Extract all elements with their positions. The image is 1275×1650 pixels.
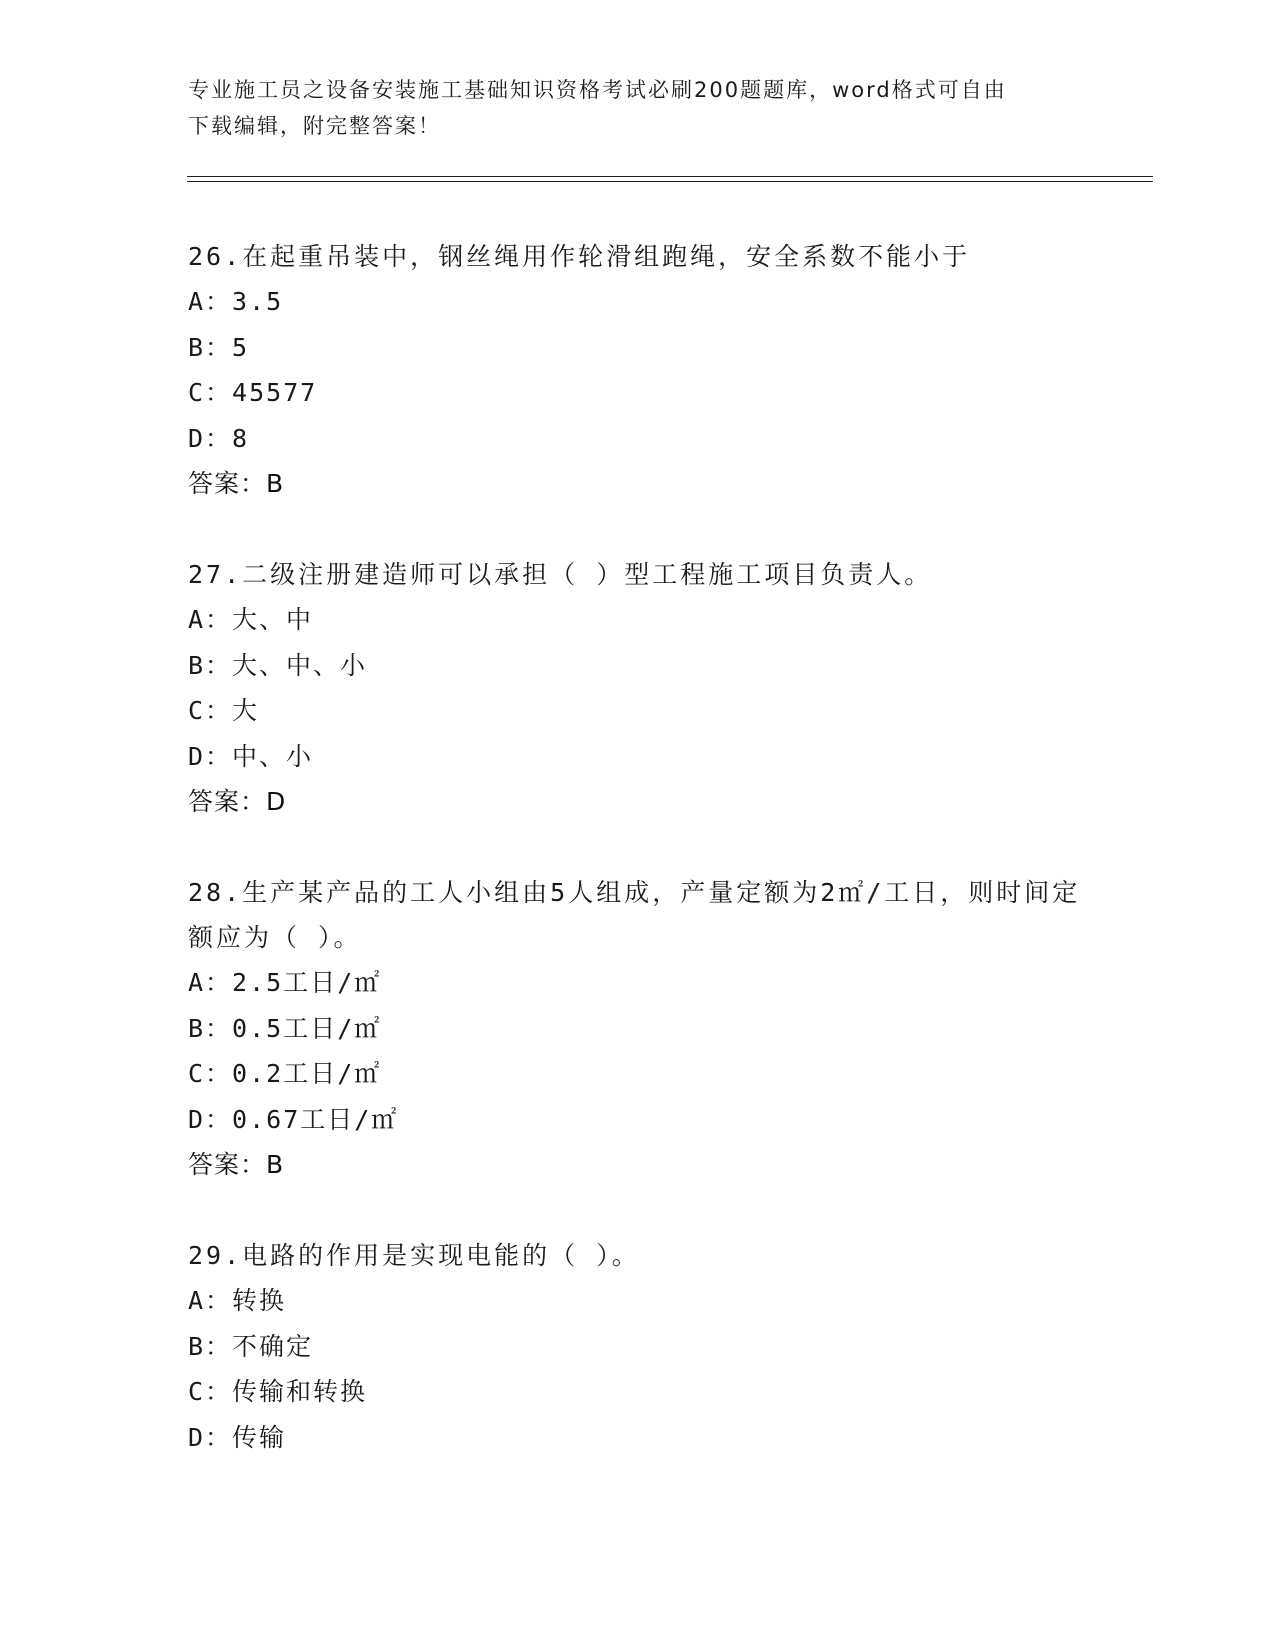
header-divider-bottom: [187, 181, 1153, 182]
answer: 答案：B: [188, 1150, 285, 1179]
option-d: D：传输: [188, 1422, 287, 1452]
option-c: C：45577: [188, 378, 318, 407]
question-stem: 28.生产某产品的工人小组由5人组成，产量定额为2㎡/工日，则时间定额应为（ ）。: [188, 878, 1081, 952]
option-c: C：0.2工日/㎡: [188, 1059, 382, 1088]
question-28: [188, 870, 1088, 1187]
option-d: D：8: [188, 423, 250, 453]
option-b: B：大、中、小: [188, 650, 368, 680]
option-b: B：0.5工日/㎡: [188, 1013, 382, 1043]
answer: 答案：B: [188, 469, 285, 498]
question-stem: 27.二级注册建造师可以承担（ ）型工程施工项目负责人。: [188, 560, 933, 589]
option-c: C：传输和转换: [188, 1377, 368, 1406]
question-stem: 29.电路的作用是实现电能的（ ）。: [188, 1241, 640, 1270]
document-header: [188, 72, 1088, 144]
option-b: B：5: [188, 332, 250, 362]
question-29: [188, 1233, 1088, 1460]
option-a: A：大、中: [188, 605, 314, 634]
header-divider-top: [187, 176, 1153, 177]
option-a: A：3.5: [188, 287, 284, 316]
option-d: D：中、小: [188, 741, 314, 771]
header-line-1: 专业施工员之设备安装施工基础知识资格考试必刷200题题库，word格式可自由: [188, 78, 1007, 102]
header-line-2: 下载编辑，附完整答案！: [188, 114, 441, 138]
option-a: A：2.5工日/㎡: [188, 968, 382, 997]
question-stem: 26.在起重吊装中，钢丝绳用作轮滑组跑绳，安全系数不能小于: [188, 242, 971, 271]
option-b: B：不确定: [188, 1331, 314, 1361]
option-d: D：0.67工日/㎡: [188, 1104, 399, 1134]
question-26: [188, 234, 1088, 506]
option-c: C：大: [188, 696, 260, 725]
question-27: [188, 552, 1088, 824]
answer: 答案：D: [188, 787, 287, 816]
option-a: A：转换: [188, 1286, 287, 1315]
